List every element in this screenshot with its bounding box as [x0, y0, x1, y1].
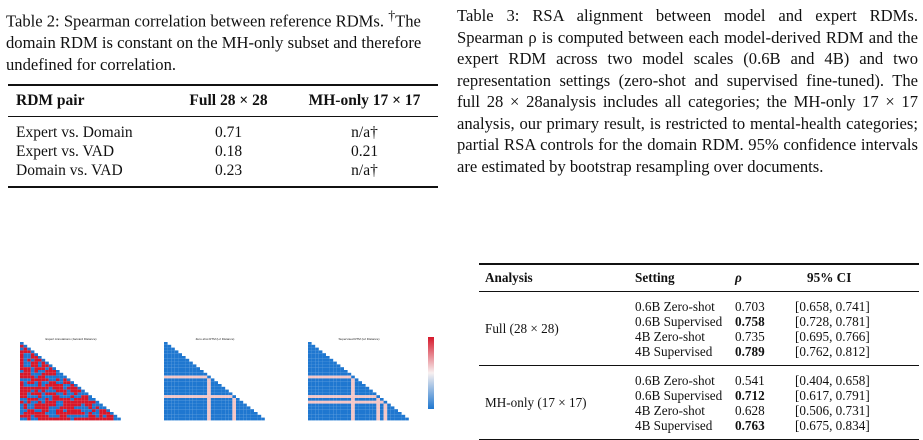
heatmap-colorbar — [428, 337, 438, 409]
table3-ci-cell: [0.617, 0.791] — [795, 388, 870, 403]
heatmap-title: Supervised RTM (L2 Distance) — [338, 337, 380, 341]
table2-cell: n/a† — [351, 161, 378, 179]
table3-setting-cell: 4B Supervised — [635, 344, 713, 359]
table2-header-row — [8, 85, 438, 117]
table2-header-rdm-pair: RDM pair — [16, 92, 85, 109]
table2-cell: 0.21 — [350, 142, 379, 160]
table2-caption-note-mark: † — [388, 8, 396, 23]
table3-rho-cell: 0.763 — [735, 418, 765, 433]
table3-setting-cell: 0.6B Supervised — [635, 388, 723, 403]
table2-cell: 0.71 — [214, 123, 243, 141]
table3-rho-cell: 0.789 — [735, 344, 765, 359]
table3-caption — [457, 5, 918, 177]
table3-setting-cell: 0.6B Zero-shot — [635, 373, 715, 388]
table3-caption-label: Table 3: — [457, 6, 520, 25]
table-row — [8, 142, 438, 161]
heatmap-cells — [164, 342, 265, 420]
table-row — [8, 117, 438, 143]
table3-setting-cell: 0.6B Zero-shot — [635, 299, 715, 314]
table3-caption-text: RSA alignment between model and expert RDMs. Spearman ρ is computed between each model-derived RDM and the expert RDM across two model scales (0.6B and 4B) and two representation settings (zero-shot and supervised fine-tuned). The full 28 × 28analysis includes all categories; the MH-only 17 × 17 analysis, our primary result, is restricted to mental-health categories; partial RSA controls for the domain RDM. 95% confidence intervals are estimated by bootstrap resampling over documents. — [457, 6, 918, 176]
table3-rho-cell: 0.712 — [735, 388, 765, 403]
heatmap-cells — [20, 342, 121, 420]
expert-rdm-heatmap — [12, 336, 130, 424]
table2-caption-text: Spearman correlation between reference RDMs. — [63, 11, 385, 31]
heatmap-title: Zero-shot RTM (L2 Distance) — [195, 337, 235, 341]
table3-setting-cell: 4B Zero-shot — [635, 403, 705, 418]
table3-header-analysis: Analysis — [485, 270, 533, 285]
table2-cell: 0.18 — [214, 142, 243, 160]
table2-caption-note: The domain RDM is constant on the MH-only subset and therefore undefined for correlation. — [6, 11, 422, 74]
table-row — [479, 366, 919, 389]
table2-cell: Expert vs. Domain — [16, 123, 133, 141]
heatmap-cells — [308, 342, 409, 420]
table3-header-ci: 95% CI — [807, 270, 852, 285]
table2-header-full: Full 28 × 28 — [189, 92, 268, 109]
table3-ci-cell: [0.695, 0.766] — [795, 329, 870, 344]
supervised-rdm-heatmap — [300, 336, 418, 424]
table3-rho-cell: 0.541 — [735, 373, 765, 388]
table2 — [8, 84, 438, 188]
table2-cell: Domain vs. VAD — [16, 161, 123, 179]
table3-rho-cell: 0.628 — [735, 403, 765, 418]
table3-header-rho: ρ — [735, 270, 742, 285]
table3-ci-cell: [0.728, 0.781] — [795, 314, 870, 329]
table3-rho-cell: 0.703 — [735, 299, 765, 314]
table3-ci-cell: [0.675, 0.834] — [795, 418, 870, 433]
table-row — [479, 292, 919, 315]
table3-header-setting: Setting — [635, 270, 675, 285]
heatmap-title: Expert Annotations (Jaccard Distance) — [45, 337, 97, 341]
table2-cell: Expert vs. VAD — [16, 142, 115, 160]
table3 — [479, 263, 919, 440]
zero-shot-rdm-heatmap — [156, 336, 274, 424]
table3-setting-cell: 0.6B Supervised — [635, 314, 723, 329]
table2-cell: 0.23 — [214, 161, 243, 179]
table3-setting-cell: 4B Zero-shot — [635, 329, 705, 344]
table2-cell: n/a† — [351, 123, 378, 141]
table3-ci-cell: [0.506, 0.731] — [795, 403, 870, 418]
table3-ci-cell: [0.762, 0.812] — [795, 344, 870, 359]
table3-ci-cell: [0.404, 0.658] — [795, 373, 870, 388]
table3-analysis-cell: MH-only (17 × 17) — [485, 395, 587, 410]
table3-header-row — [479, 264, 919, 292]
table3-rho-cell: 0.735 — [735, 329, 765, 344]
table-row — [8, 161, 438, 187]
table3-ci-cell: [0.658, 0.741] — [795, 299, 870, 314]
table3-rho-cell: 0.758 — [735, 314, 765, 329]
table2-caption — [6, 5, 438, 75]
table2-header-mh-only: MH-only 17 × 17 — [308, 92, 421, 109]
table3-setting-cell: 4B Supervised — [635, 418, 713, 433]
table2-caption-label: Table 2: — [6, 11, 60, 31]
table3-analysis-cell: Full (28 × 28) — [485, 321, 559, 336]
